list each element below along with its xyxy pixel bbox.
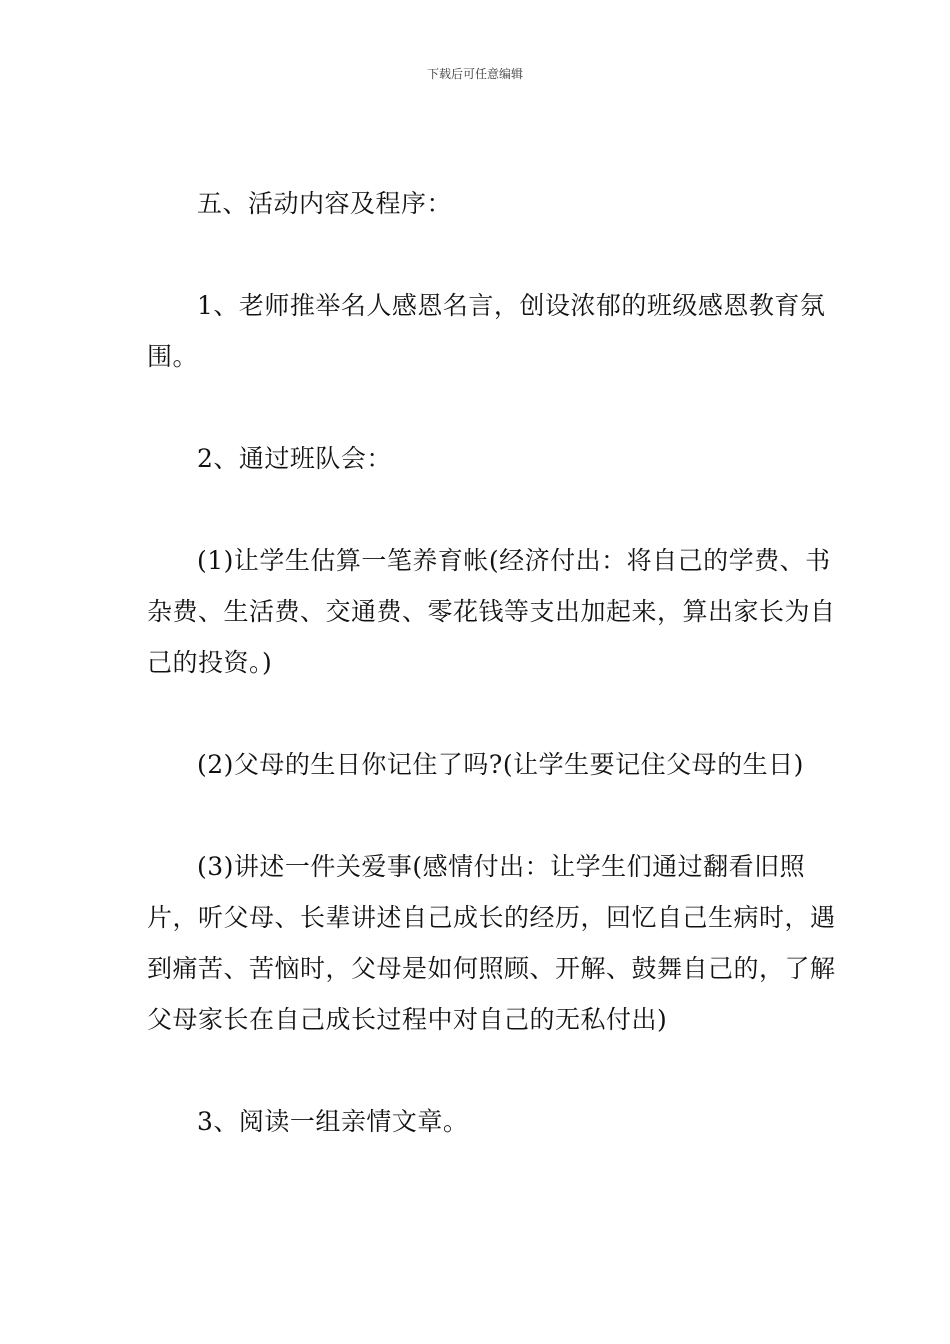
paragraph-item-3: 3、阅读一组亲情文章。	[197, 1107, 469, 1136]
paragraph-item-1: 1、老师推举名人感恩名言，创设浓郁的班级感恩教育氛围。	[147, 291, 826, 371]
paragraph-subitem-3: (3)讲述一件关爱事(感情付出：让学生们通过翻看旧照片，听父母、长辈讲述自己成长的经历，回忆自己生病时，遇到痛苦、苦恼时，父母是如何照顾、开解、鼓舞自己的，了解父母家长在自己成长过程中对自己的无私付出)	[147, 852, 836, 1034]
paragraph-subitem-2: (2)父母的生日你记住了吗?(让学生要记住父母的生日)	[197, 750, 804, 779]
page-header-note: 下载后可任意编辑	[426, 67, 523, 81]
paragraph-subitem-1: (1)让学生估算一笔养育帐(经济付出：将自己的学费、书杂费、生活费、交通费、零花钱等支出加起来，算出家长为自己的投资。)	[147, 546, 836, 677]
section-heading-activity-content: 五、活动内容及程序：	[197, 189, 453, 218]
document-body	[147, 178, 837, 1147]
paragraph-item-2: 2、通过班队会：	[197, 444, 392, 473]
